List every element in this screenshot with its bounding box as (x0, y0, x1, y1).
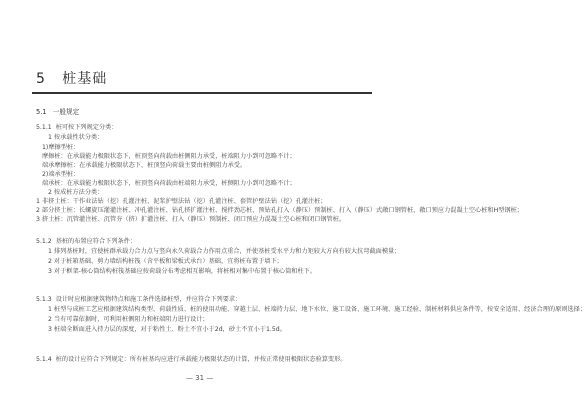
clause-line: 1 按承载性状分类： (48, 134, 104, 141)
clause-line: 1 排列基桩时，宜使桩群承载力合力点与竖向永久荷载合力作用点重合，并使基桩受水平力和力矩较大方向有较大抗弯截面模量； (48, 248, 401, 255)
chapter-title: 桩基础 (62, 71, 108, 87)
section-title: 一般规定 (52, 108, 80, 116)
clause-line: 5.1.2 基桩的布置应符合下列条件： (36, 238, 137, 245)
clause-number: 5.1.4 (36, 356, 52, 363)
clause-line: 2)端承型桩： (42, 171, 80, 178)
clause-line: 2 当有可靠依据时，可利用桩侧阻力和桩端阻力进行设计； (48, 316, 209, 323)
clause-line: 5.1.4 桩的设计应符合下列规定：所有桩基均应进行承载能力极限状态的计算，并按正常使用极限状态验算变形。 (36, 356, 347, 363)
clause-line: 2 按成桩方法分类： (48, 189, 104, 196)
page-number: — 31 — (186, 374, 214, 382)
clause-line: 3 桩端全断面进入持力层的深度，对于粘性土、粉土不宜小于2d，砂土不宜小于1.5d。 (48, 326, 286, 333)
clause-line: 1 非挤土桩：干作业法钻（挖）孔灌注桩、泥浆护壁法钻（挖）孔灌注桩、套管护壁法钻（挖）孔灌注桩； (36, 198, 327, 205)
clause-line: 3 挤土桩：沉管灌注桩、沉管夯（挤）扩灌注桩、打入（静压）预制桩、闭口预应力混凝土空心桩和闭口钢管桩。 (36, 216, 346, 223)
clause-line: 2 部分挤土桩：长螺旋压灌灌注桩、冲孔灌注桩、钻孔挤扩灌注桩、搅拌劲芯桩、预钻孔打入（静压）预制桩、打入（静压）式敞口钢管桩、敞口预应力混凝土空心桩和H型钢桩； (36, 207, 523, 214)
clause-line: 1 桩型与成桩工艺应根据建筑结构类型、荷载性质、桩的使用功能、穿越土层、桩端持力层、地下水位、施工设备、施工环境、施工经验、制桩材料供应条件等，按安全适用、经济合理的原则选择； (48, 306, 586, 313)
clause-line: 摩擦桩：在承载能力极限状态下，桩顶竖向荷载由桩侧阻力承受，桩端阻力小到可忽略不计； (42, 153, 296, 160)
chapter-rule (32, 92, 372, 94)
clause-line: 5.1.1 桩可按下列规定分类： (36, 124, 118, 131)
section-heading (36, 108, 79, 116)
clause-line: 端承桩：在承载能力极限状态下，桩顶竖向荷载由桩端阻力承受，桩侧阻力小到可忽略不计； (42, 180, 296, 187)
clause-line: 端承摩擦桩：在承载能力极限状态下，桩顶竖向荷载主要由桩侧阻力承受。 (42, 162, 247, 169)
chapter-number: 5 (36, 71, 46, 87)
clause-number: 5.1.1 (36, 124, 52, 131)
chapter-heading (36, 68, 107, 88)
section-number: 5.1 (36, 108, 47, 116)
clause-line: 2 对于桩箱基础、剪力墙结构桩筏（含平板和梁板式承台）基础，宜将桩布置于墙下； (48, 258, 283, 265)
clause-line: 5.1.3 设计时应根据建筑物特点和施工条件选择桩型，并应符合下列要求： (36, 296, 242, 303)
clause-line: 3 对于框架-核心筒结构桩筏基础应按荷载分布考虑相互影响，将桩相对集中布置于核心筒和柱下。 (48, 268, 317, 275)
clause-line: 1)摩擦型桩： (42, 144, 80, 151)
clause-number: 5.1.3 (36, 296, 52, 303)
clause-number: 5.1.2 (36, 238, 52, 245)
